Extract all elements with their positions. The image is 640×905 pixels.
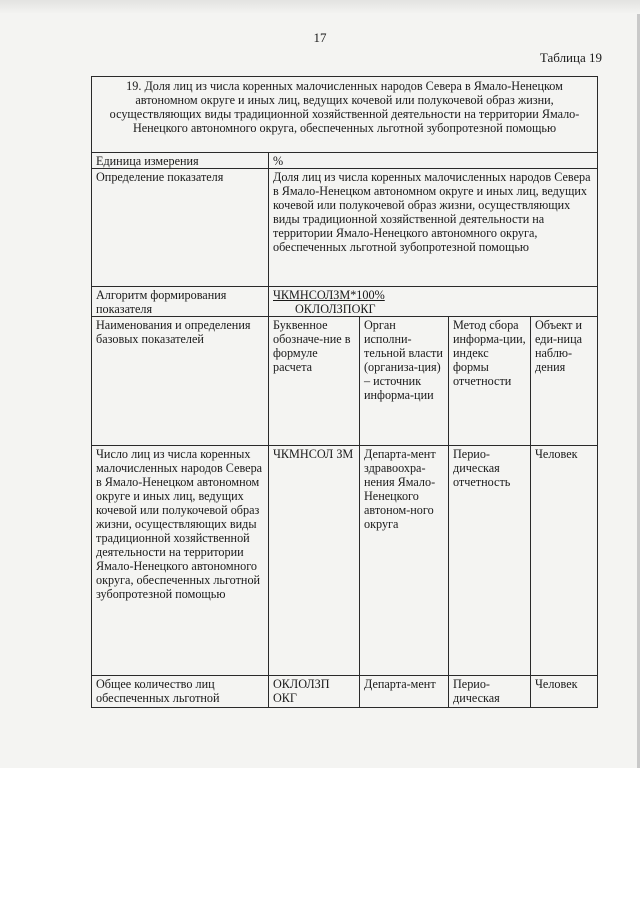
table-row — [92, 676, 598, 708]
base-header-name: Наименования и определения базовых показателей — [92, 317, 269, 446]
unit-row — [92, 153, 598, 169]
base-header-object: Объект и еди-ница наблю-дения — [531, 317, 598, 446]
formula-numerator: ЧКМНСОЛЗМ*100% — [273, 288, 385, 302]
base-row-letter: ЧКМНСОЛ ЗМ — [269, 446, 360, 676]
unit-value: % — [269, 153, 598, 169]
algorithm-row — [92, 287, 598, 317]
definition-label: Определение показателя — [92, 169, 269, 287]
table-row — [92, 446, 598, 676]
indicator-table — [91, 76, 598, 708]
title-row — [92, 77, 598, 153]
base-row-organ: Департа-мент здравоохра-нения Ямало-Ненецкого автоном-ного округа — [360, 446, 449, 676]
algorithm-label: Алгоритм формирования показателя — [92, 287, 269, 317]
base-row-method: Перио-дическая отчетность — [449, 446, 531, 676]
definition-value: Доля лиц из числа коренных малочисленных народов Севера в Ямало-Ненецком автономном округе и иных лиц, ведущих кочевой или полукочевой образ жизни, осуществляющих виды традиционной хозяйственной деятельности на территории Ямало-Ненецкого автономного округа, обеспеченных льготной зубопротезной помощью — [269, 169, 598, 287]
base-row-object: Человек — [531, 676, 598, 708]
blank-area — [0, 768, 640, 905]
base-row-letter: ОКЛОЛЗП ОКГ — [269, 676, 360, 708]
formula-denominator: ОКЛОЛЗПОКГ — [295, 302, 376, 316]
scan-artifact — [0, 0, 640, 14]
page-number: 17 — [313, 30, 327, 45]
base-row-object: Человек — [531, 446, 598, 676]
table-label: Таблица 19 — [539, 50, 602, 65]
base-row-name: Число лиц из числа коренных малочисленных народов Севера в Ямало-Ненецком автономном округе и иных лиц, ведущих кочевой или полукочевой образ жизни, осуществляющих виды традиционной хозяйственной деятельности на территории Ямало-Ненецкого автономного округа, обеспеченных льготной зубопротезной помощью — [92, 446, 269, 676]
base-row-method: Перио-дическая — [449, 676, 531, 708]
base-row-organ: Департа-мент — [360, 676, 449, 708]
base-row-name: Общее количество лиц обеспеченных льготной — [92, 676, 269, 708]
definition-row — [92, 169, 598, 287]
algorithm-formula — [269, 287, 598, 317]
unit-label: Единица измерения — [92, 153, 269, 169]
base-header-method: Метод сбора информа-ции, индекс формы отчетности — [449, 317, 531, 446]
base-header-row — [92, 317, 598, 446]
base-header-letter: Буквенное обозначе-ние в формуле расчета — [269, 317, 360, 446]
indicator-title: 19. Доля лиц из числа коренных малочисленных народов Севера в Ямало-Ненецком автономном округе и иных лиц, ведущих кочевой или полукочевой образ жизни, осуществляющих виды традиционной хозяйственной деятельности на территории Ямало-Ненецкого автономного округа, обеспеченных льготной зубопротезной помощью — [92, 77, 598, 153]
base-header-organ: Орган исполни-тельной власти (организа-ция) – источник информа-ции — [360, 317, 449, 446]
